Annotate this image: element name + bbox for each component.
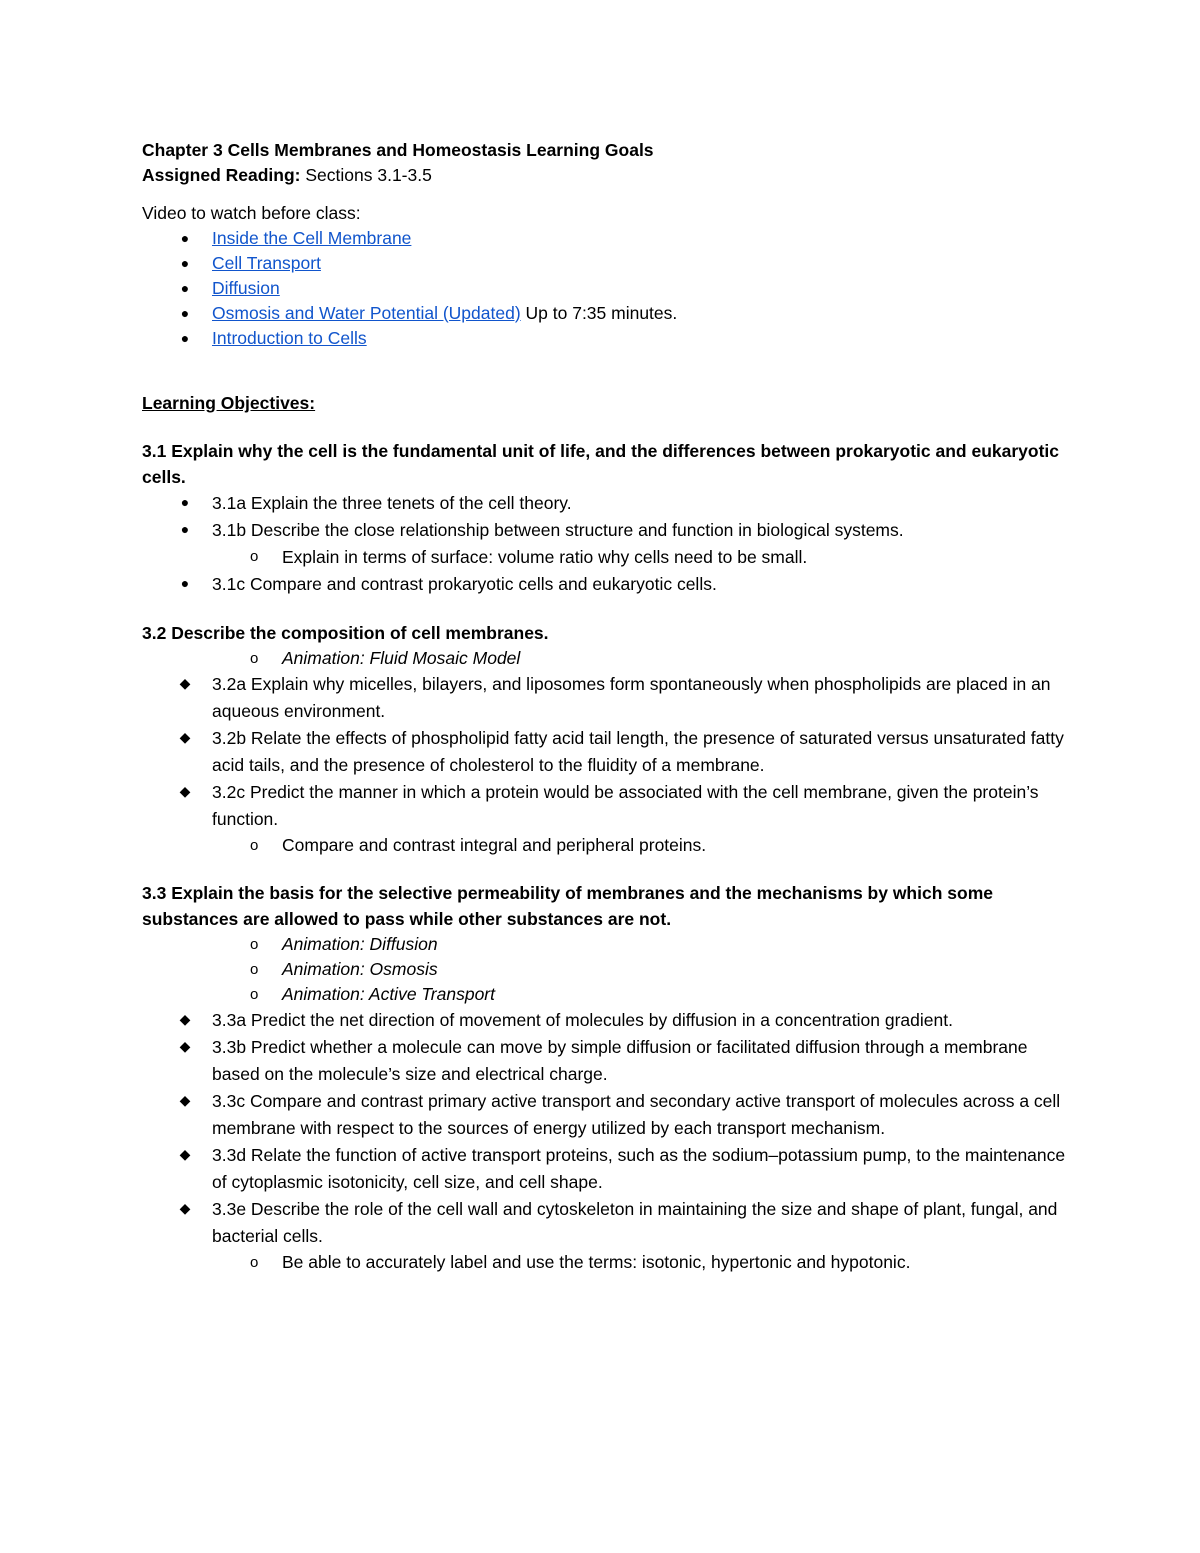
video-link-cell-transport[interactable]: Cell Transport	[212, 253, 321, 273]
document-title: Chapter 3 Cells Membranes and Homeostasis Learning Goals	[142, 140, 654, 160]
bullet-icon: ◆	[179, 1092, 191, 1108]
bullet-icon: ●	[180, 330, 190, 346]
objective-item	[142, 1196, 1072, 1250]
video-link-diffusion[interactable]: Diffusion	[212, 278, 280, 298]
sub-bullet-icon: o	[250, 936, 259, 953]
objective-3-3e: 3.3e Describe the role of the cell wall and cytoskeleton in maintaining the size and shape of plant, fungal, and bacterial cells.	[212, 1199, 1058, 1246]
assigned-reading-label: Assigned Reading:	[142, 165, 301, 185]
objective-3-3e-sub: Be able to accurately label and use the terms: isotonic, hypertonic and hypotonic.	[282, 1252, 911, 1272]
sub-bullet-icon: o	[250, 986, 259, 1003]
video-link-osmosis[interactable]: Osmosis and Water Potential (Updated)	[212, 303, 521, 323]
objective-3-3a: 3.3a Predict the net direction of movement of molecules by diffusion in a concentration gradient.	[212, 1010, 953, 1030]
bullet-icon: ◆	[179, 783, 191, 799]
objective-item	[142, 779, 1072, 833]
bullet-icon: ◆	[179, 1011, 191, 1027]
bullet-icon: ●	[180, 575, 190, 591]
video-link-cell-membrane[interactable]: Inside the Cell Membrane	[212, 228, 412, 248]
sub-item	[142, 646, 1072, 671]
objective-3-2b: 3.2b Relate the effects of phospholipid fatty acid tail length, the presence of saturated versus unsaturated fatty acid tails, and the presence of cholesterol to the fluidity of a membrane.	[212, 728, 1064, 775]
objective-item	[142, 725, 1072, 779]
video-link-intro-cells[interactable]: Introduction to Cells	[212, 328, 367, 348]
bullet-icon: ●	[180, 280, 190, 296]
objective-item	[142, 490, 1072, 517]
objective-3-1-list	[142, 490, 1072, 544]
bullet-icon: ◆	[179, 1146, 191, 1162]
video-list	[142, 226, 1072, 351]
bullet-icon: ●	[180, 521, 190, 537]
objective-3-2-list	[142, 671, 1072, 833]
animation-diffusion: Animation: Diffusion	[282, 934, 438, 954]
objective-item	[142, 1088, 1072, 1142]
assigned-reading-value: Sections 3.1-3.5	[300, 165, 432, 185]
objective-3-1a: 3.1a Explain the three tenets of the cell theory.	[212, 493, 572, 513]
objective-3-1b-sublist	[142, 544, 1072, 571]
objective-3-2a: 3.2a Explain why micelles, bilayers, and liposomes form spontaneously when phospholipids are placed in an aqueous environment.	[212, 674, 1051, 721]
video-item	[142, 301, 1072, 326]
bullet-icon: ●	[180, 494, 190, 510]
sub-bullet-icon: o	[250, 1254, 259, 1271]
objective-3-1b-sub: Explain in terms of surface: volume ratio why cells need to be small.	[282, 547, 808, 567]
video-item	[142, 276, 1072, 301]
objective-3-3e-sublist	[142, 1250, 1072, 1275]
bullet-icon: ●	[180, 230, 190, 246]
objective-item	[142, 1142, 1072, 1196]
bullet-icon: ●	[180, 255, 190, 271]
sub-bullet-icon: o	[250, 650, 259, 667]
objective-3-1-list-cont	[142, 571, 1072, 598]
animation-fluid-mosaic: Animation: Fluid Mosaic Model	[282, 648, 521, 668]
objective-item	[142, 517, 1072, 544]
sub-item	[142, 833, 1072, 858]
bullet-icon: ◆	[179, 675, 191, 691]
objective-3-3-list	[142, 1007, 1072, 1250]
video-intro: Video to watch before class:	[142, 203, 361, 223]
bullet-icon: ◆	[179, 1038, 191, 1054]
video-item	[142, 326, 1072, 351]
objective-item	[142, 571, 1072, 598]
sub-item	[142, 1250, 1072, 1275]
sub-bullet-icon: o	[250, 548, 259, 565]
objective-3-1b: 3.1b Describe the close relationship between structure and function in biological systems.	[212, 520, 904, 540]
bullet-icon: ◆	[179, 1200, 191, 1216]
assigned-reading	[142, 163, 1072, 188]
animation-active-transport: Animation: Active Transport	[282, 984, 495, 1004]
video-note: Up to 7:35 minutes.	[520, 303, 678, 323]
bullet-icon: ◆	[179, 729, 191, 745]
objective-item	[142, 1007, 1072, 1034]
objective-3-3d: 3.3d Relate the function of active transport proteins, such as the sodium–potassium pump, to the maintenance of cytoplasmic isotonicity, cell size, and cell shape.	[212, 1145, 1066, 1192]
objective-3-2c-sublist	[142, 833, 1072, 858]
objective-3-2c: 3.2c Predict the manner in which a protein would be associated with the cell membrane, given the protein’s function.	[212, 782, 1039, 829]
sub-item	[142, 982, 1072, 1007]
objective-3-2-heading: 3.2 Describe the composition of cell membranes.	[142, 623, 549, 643]
sub-item	[142, 932, 1072, 957]
objective-3-2-animations	[142, 646, 1072, 671]
sub-bullet-icon: o	[250, 961, 259, 978]
objective-item	[142, 1034, 1072, 1088]
objective-3-1c: 3.1c Compare and contrast prokaryotic cells and eukaryotic cells.	[212, 574, 717, 594]
video-item	[142, 226, 1072, 251]
objective-3-1-heading: 3.1 Explain why the cell is the fundamental unit of life, and the differences between prokaryotic and eukaryotic cells.	[142, 441, 1060, 487]
sub-item	[142, 957, 1072, 982]
objective-3-3-animations	[142, 932, 1072, 1007]
objective-3-3b: 3.3b Predict whether a molecule can move by simple diffusion or facilitated diffusion through a membrane based on the molecule’s size and electrical charge.	[212, 1037, 1028, 1084]
document-content	[142, 138, 1072, 1275]
objective-3-2c-sub: Compare and contrast integral and peripheral proteins.	[282, 835, 707, 855]
objective-3-3c: 3.3c Compare and contrast primary active transport and secondary active transport of molecules across a cell membrane with respect to the sources of energy utilized by each transport mechanism.	[212, 1091, 1061, 1138]
objectives-heading: Learning Objectives:	[142, 393, 316, 413]
sub-bullet-icon: o	[250, 837, 259, 854]
objective-3-3-heading: 3.3 Explain the basis for the selective permeability of membranes and the mechanisms by which some substances are allowed to pass while other substances are not.	[142, 883, 993, 929]
bullet-icon: ●	[180, 305, 190, 321]
animation-osmosis: Animation: Osmosis	[282, 959, 438, 979]
sub-item	[142, 544, 1072, 571]
objective-item	[142, 671, 1072, 725]
video-item	[142, 251, 1072, 276]
